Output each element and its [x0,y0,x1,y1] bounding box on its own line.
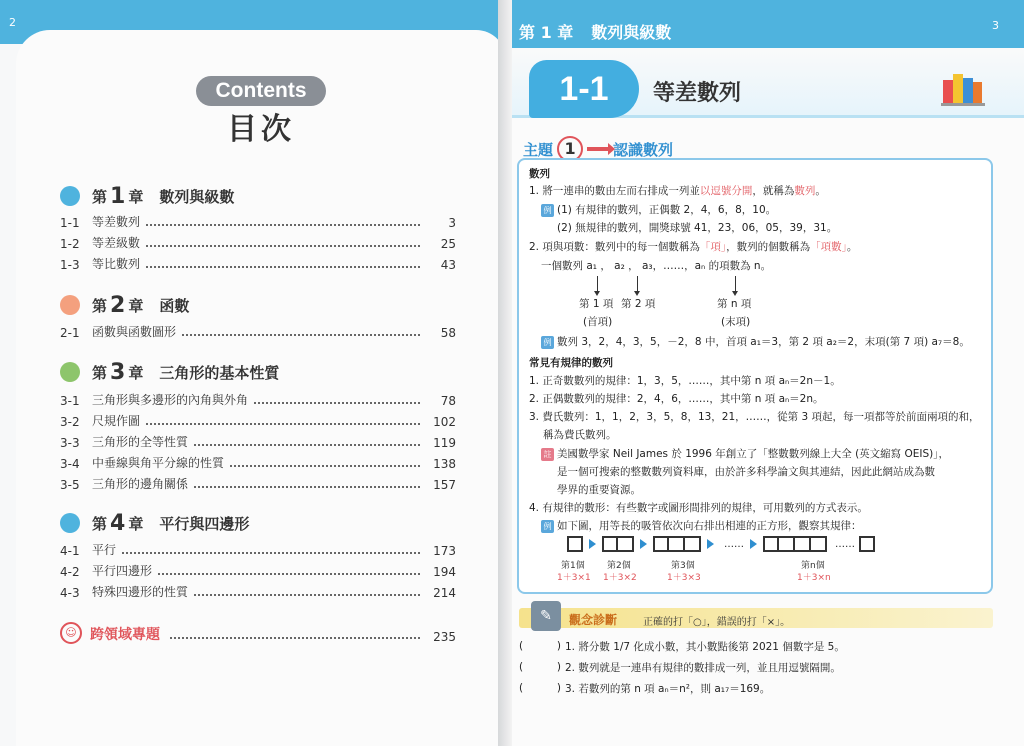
toc-entry-3-4[interactable]: 3-4 中垂線與角平分線的性質 138 [60,456,456,471]
example-3: 例 如下圖，用等長的吸管依次向右排出相連的正方形，觀察其規律： [541,518,862,533]
heading-sequence: 數列 [529,168,550,180]
caption-n-label: 第n個 [801,561,825,571]
toc-entry-3-3[interactable]: 3-3 三角形的全等性質 119 [60,435,456,450]
true-false-item-3[interactable]: ( ) 3. 若數列的第 n 項 aₙ＝n²，則 a₁₇＝169。 [519,682,771,695]
chapter-header: 第 1 章 數列與級數 [519,23,672,42]
toc-entry-2-1[interactable]: 2-1 函數與函數圖形 58 [60,325,456,340]
regular-1: 1. 正奇數數列的規律：1，3，5，……，其中第 n 項 aₙ＝2n－1。 [529,375,841,387]
toc-entry-1-1[interactable]: 1-1 等差數列 3 [60,215,456,230]
sequence-notation: 一個數列 a₁ ， a₂ ， a₃，……，aₙ 的項數為 n。 [541,260,772,272]
note-line-2: 是一個可搜索的整數數列資料庫，由於許多科學論文與其連結，因此此網站成為數 [557,466,935,478]
square-group-3 [653,536,701,552]
regular-4: 4. 有規律的數形：有些數字或圖形間排列的規律，可用數列的方式表示。 [529,502,868,514]
true-false-item-2[interactable]: ( ) 2. 數列就是一連串有規律的數排成一列，並且用逗號隔開。 [519,661,841,674]
caption-2-label: 第2個 [607,561,631,571]
caption-1-label: 第1個 [561,561,585,571]
notebook-icon: ✎ [531,601,561,631]
left-page [0,0,505,746]
definition-1: 1. 將一連串的數由左而右排成一列並以逗號分開，就稱為數列。 [529,185,826,197]
example-1-line-1: 例 (1) 有規律的數列，正偶數 2，4，6，8，10。 [541,202,776,217]
brain-head-icon: ☺ [60,622,82,644]
page-number-right: 3 [992,19,999,32]
toc-entry-4-3[interactable]: 4-3 特殊四邊形的性質 214 [60,585,456,600]
square-group-1 [567,536,583,552]
label-first-paren: (首項) [583,316,613,328]
arrow-right-icon [640,539,647,549]
page-number-left: 2 [9,16,16,29]
toc-entry-3-5[interactable]: 3-5 三角形的邊角關係 157 [60,477,456,492]
regular-3a: 3. 費氏數列：1，1，2，3，5，8，13，21，……，從第 3 項起，每一項都等於前面兩項的和， [529,411,980,423]
square-group-2 [602,536,634,552]
chapter-3-dot-icon [60,362,80,382]
arrow-right-icon [707,539,714,549]
chapter-3-heading: 第 3 章 三角形的基本性質 [60,359,279,385]
caption-n-formula: 1＋3×n [797,573,831,583]
chapter-1-dot-icon [60,186,80,206]
toc-entry-1-2[interactable]: 1-2 等差級數 25 [60,236,456,251]
toc-title: 目次 [227,112,295,147]
section-title: 等差數列 [653,81,742,106]
toc-entry-cross-domain[interactable]: ☺ 跨領域專題 235 [60,622,456,644]
toc-entry-3-2[interactable]: 3-2 尺規作圖 102 [60,414,456,429]
contents-badge: Contents [196,76,326,106]
chapter-4-dot-icon [60,513,80,533]
toc-entry-4-1[interactable]: 4-1 平行 173 [60,543,456,558]
books-icon [941,70,985,106]
caption-2-formula: 1＋3×2 [603,573,637,583]
arrow-right-icon [587,147,609,151]
answer-blank[interactable]: ( ) [519,661,561,673]
note-line-1: 註 美國數學家 Neil James 於 1996 年創立了「整數數列線上大全 (英文縮寫 OEIS)」， [541,446,949,461]
regular-3b: 稱為費氏數列。 [543,429,617,441]
regular-2: 2. 正偶數數列的規律：2，4，6，……，其中第 n 項 aₙ＝2n。 [529,393,824,405]
topic-heading: 主題 1 認識數列 [523,136,673,162]
chapter-1-heading: 第 1 章 數列與級數 [60,183,234,209]
concept-check-instruction: 正確的打「○」，錯誤的打「×」。 [643,617,791,628]
label-second-term: 第 2 項 [621,298,656,310]
heading-regular-sequences: 常見有規律的數列 [529,357,613,369]
chapter-4-heading: 第 4 章 平行與四邊形 [60,510,249,536]
arrow-right-icon [589,539,596,549]
caption-3-formula: 1＋3×3 [667,573,701,583]
toc-entry-1-3[interactable]: 1-3 等比數列 43 [60,257,456,272]
book-gutter [498,0,512,746]
toc-entry-3-1[interactable]: 3-1 三角形與多邊形的內角與外角 78 [60,393,456,408]
answer-blank[interactable]: ( ) [519,640,561,652]
square-group-n [763,536,827,552]
square-group-last [859,536,875,552]
answer-blank[interactable]: ( ) [519,682,561,694]
toc-entry-4-2[interactable]: 4-2 平行四邊形 194 [60,564,456,579]
label-nth-term: 第 n 項 [717,298,752,310]
caption-3-label: 第3個 [671,561,695,571]
label-first-term: 第 1 項 [579,298,614,310]
example-icon: 例 [541,520,554,533]
label-last-paren: (末項) [721,316,751,328]
arrow-down-icon [637,276,638,292]
example-icon: 例 [541,204,554,217]
section-number-badge: 1-1 [529,60,639,118]
definition-2: 2. 項與項數：數列中的每一個數稱為「項」，數列的個數稱為「項數」。 [529,241,858,253]
concept-check-title: 觀念診斷 [569,613,618,627]
example-1-line-2: (2) 無規律的數列，開獎球號 41，23，06，05，39，31。 [557,222,838,234]
example-icon: 例 [541,336,554,349]
arrow-down-icon [597,276,598,292]
note-line-3: 學界的重要資源。 [557,484,641,496]
chapter-2-dot-icon [60,295,80,315]
squares-pattern-figure: …… …… [567,534,879,554]
example-2: 例 數列 3，2，4，3，5，－2，8 中，首項 a₁＝3，第 2 項 a₂＝2，末項(第 7 項) a₇＝8。 [541,334,970,349]
arrow-down-icon [735,276,736,292]
note-icon: 註 [541,448,554,461]
right-page [505,0,1024,746]
caption-1-formula: 1＋3×1 [557,573,591,583]
arrow-right-icon [750,539,757,549]
true-false-item-1[interactable]: ( ) 1. 將分數 1/7 化成小數，其小數點後第 2021 個數字是 5。 [519,640,845,653]
chapter-2-heading: 第 2 章 函數 [60,292,189,318]
